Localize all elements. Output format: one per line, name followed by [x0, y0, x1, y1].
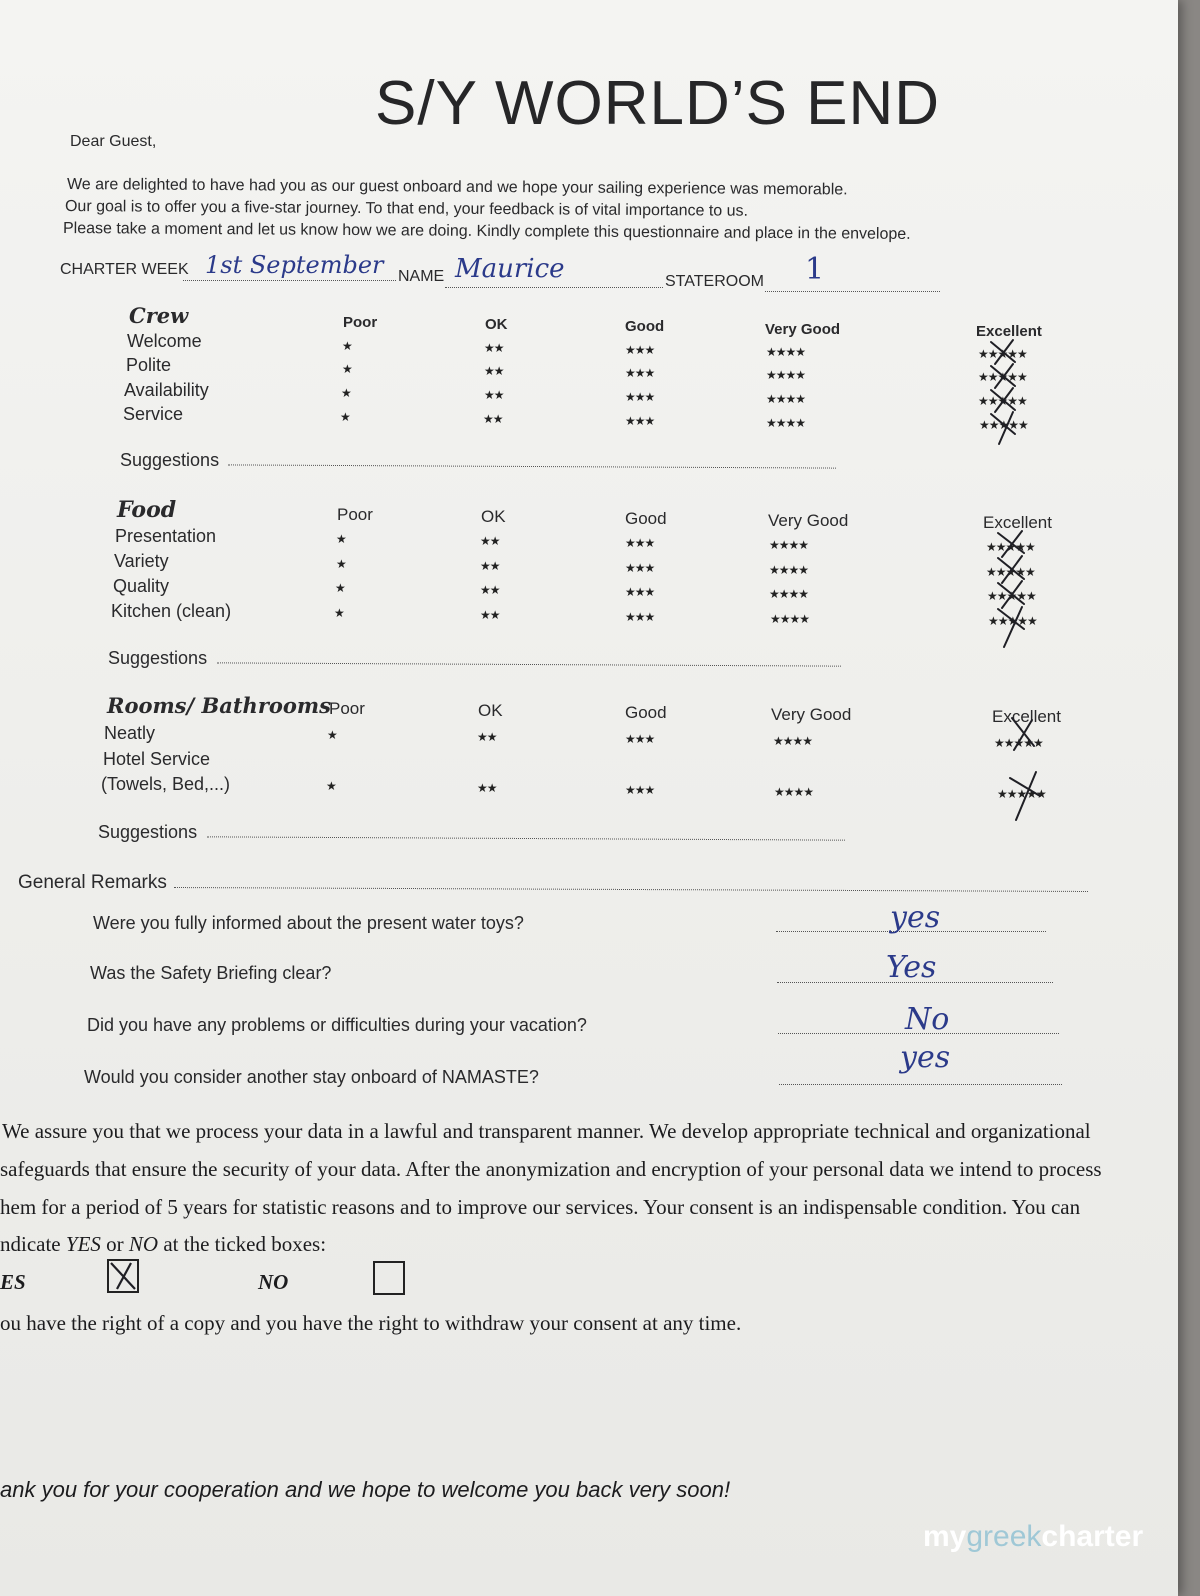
- star-rating-5[interactable]: ★★★★★: [997, 787, 1046, 801]
- question-problems: Did you have any problems or difficulties during your vacation?: [87, 1015, 587, 1035]
- crew-item-welcome: Welcome: [127, 331, 202, 351]
- privacy-line-1: We assure you that we process your data in a lawful and transparent manner. We develop appropriate technical and organizational: [2, 1119, 1091, 1143]
- star-rating-1[interactable]: ★: [342, 339, 352, 353]
- star-rating-4[interactable]: ★★★★: [773, 734, 813, 748]
- privacy-line-2: safeguards that ensure the security of your data. After the anonymization and encryption of your personal data we intend to process: [0, 1157, 1102, 1181]
- privacy-tail: at the ticked boxes:: [163, 1232, 327, 1256]
- food-col-ok: OK: [481, 507, 506, 526]
- star-rating-1[interactable]: ★: [327, 728, 337, 742]
- rooms-col-ok: OK: [478, 701, 503, 720]
- star-rating-1[interactable]: ★: [336, 532, 346, 546]
- food-item-variety: Variety: [114, 551, 169, 571]
- name-label: NAME: [398, 268, 445, 285]
- star-rating-5[interactable]: ★★★★★: [978, 347, 1027, 361]
- star-rating-5[interactable]: ★★★★★: [979, 418, 1028, 432]
- crew-item-service: Service: [123, 404, 184, 424]
- star-rating-2[interactable]: ★★: [477, 781, 497, 795]
- rooms-suggestions-line[interactable]: [207, 836, 845, 840]
- food-col-poor: Poor: [337, 505, 373, 524]
- crew-suggestions-line[interactable]: [228, 464, 836, 468]
- rooms-suggestions-label: Suggestions: [98, 822, 198, 842]
- rooms-col-poor: Poor: [329, 699, 365, 718]
- food-col-very-good: Very Good: [768, 511, 849, 530]
- crew-col-excellent: Excellent: [976, 323, 1042, 340]
- privacy-line-4: [0, 1232, 326, 1257]
- food-suggestions-label: Suggestions: [108, 648, 208, 668]
- charter-week-label: CHARTER WEEK: [60, 261, 189, 278]
- star-rating-4[interactable]: ★★★★: [766, 345, 806, 359]
- general-remarks-label: General Remarks: [18, 872, 167, 893]
- copy-right-text: ou have the right of a copy and you have the right to withdraw your consent at any time.: [0, 1311, 742, 1335]
- answer-safety-briefing: Yes: [886, 950, 937, 985]
- rooms-col-excellent: Excellent: [992, 707, 1061, 726]
- rooms-item-hotel-service: Hotel Service: [103, 749, 211, 769]
- star-rating-5[interactable]: ★★★★★: [988, 614, 1037, 628]
- stateroom-label: STATEROOM: [665, 273, 764, 290]
- star-rating-1[interactable]: ★: [335, 581, 345, 595]
- question-stay-again: Would you consider another stay onboard of NAMASTE?: [84, 1067, 539, 1087]
- answer-line-stay-again[interactable]: [779, 1084, 1062, 1085]
- greeting: Dear Guest,: [70, 133, 157, 150]
- star-rating-4[interactable]: ★★★★: [770, 612, 810, 626]
- star-rating-1[interactable]: ★: [341, 386, 351, 400]
- star-rating-2[interactable]: ★★: [480, 534, 500, 548]
- general-remarks-line[interactable]: [174, 887, 1088, 892]
- answer-stay-again: yes: [900, 1040, 951, 1075]
- star-rating-2[interactable]: ★★: [484, 341, 504, 355]
- crew-excellent-check-marks: [985, 336, 1025, 448]
- star-rating-2[interactable]: ★★: [483, 412, 503, 426]
- consent-no-label: NO: [258, 1270, 289, 1294]
- star-rating-1[interactable]: ★: [326, 779, 336, 793]
- intro-line-1: We are delighted to have had you as our guest onboard and we hope your sailing experience was memorable.: [66, 176, 848, 199]
- answer-problems: No: [905, 1002, 950, 1037]
- privacy-line-3: hem for a period of 5 years for statistic reasons and to improve our services. Your consent is an indispensable condition. You can: [0, 1195, 1081, 1219]
- food-item-quality: Quality: [113, 576, 170, 596]
- star-rating-3[interactable]: ★★★: [625, 732, 655, 746]
- star-rating-4[interactable]: ★★★★: [766, 416, 806, 430]
- rooms-col-good: Good: [625, 703, 667, 722]
- food-section-title: Food: [117, 497, 177, 523]
- logo-part-greek: greek: [966, 1520, 1042, 1553]
- rooms-item-neatly: Neatly: [104, 723, 156, 743]
- crew-col-very-good: Very Good: [765, 321, 841, 338]
- name-line[interactable]: [445, 287, 663, 288]
- rooms-excellent-check-marks: [1000, 712, 1048, 824]
- food-item-kitchen: Kitchen (clean): [111, 601, 232, 621]
- star-rating-2[interactable]: ★★: [480, 583, 500, 597]
- star-rating-1[interactable]: ★: [334, 606, 344, 620]
- star-rating-3[interactable]: ★★★: [625, 561, 655, 575]
- crew-col-ok: OK: [485, 316, 508, 333]
- star-rating-2[interactable]: ★★: [480, 559, 500, 573]
- star-rating-2[interactable]: ★★: [480, 608, 500, 622]
- food-col-excellent: Excellent: [983, 513, 1052, 532]
- crew-suggestions-label: Suggestions: [120, 450, 220, 470]
- food-suggestions-line[interactable]: [217, 662, 841, 666]
- star-rating-5[interactable]: ★★★★★: [987, 589, 1036, 603]
- name-value: Maurice: [455, 254, 565, 284]
- star-rating-4[interactable]: ★★★★: [766, 368, 806, 382]
- star-rating-1[interactable]: ★: [342, 362, 352, 376]
- star-rating-3[interactable]: ★★★: [625, 536, 655, 550]
- rooms-col-very-good: Very Good: [771, 705, 852, 724]
- star-rating-3[interactable]: ★★★: [625, 390, 655, 404]
- privacy-line-4-start: ndicate: [0, 1232, 61, 1256]
- consent-yes-checkbox[interactable]: [107, 1259, 139, 1293]
- crew-col-good: Good: [625, 318, 665, 335]
- star-rating-3[interactable]: ★★★: [625, 585, 655, 599]
- star-rating-5[interactable]: ★★★★★: [986, 565, 1035, 579]
- crew-item-polite: Polite: [126, 355, 172, 375]
- food-col-good: Good: [625, 509, 667, 528]
- rooms-item-hotel-service-detail: (Towels, Bed,...): [101, 774, 231, 794]
- star-rating-5[interactable]: ★★★★★: [994, 736, 1043, 750]
- mygreekcharter-watermark-logo: [923, 1520, 1143, 1554]
- star-rating-5[interactable]: ★★★★★: [978, 394, 1027, 408]
- crew-section-title: Crew: [129, 303, 189, 328]
- checkbox-x-icon: [109, 1261, 137, 1291]
- privacy-or: or: [106, 1232, 124, 1256]
- star-rating-3[interactable]: ★★★: [625, 610, 655, 624]
- consent-yes-label: ES: [0, 1270, 26, 1294]
- star-rating-5[interactable]: ★★★★★: [986, 540, 1035, 554]
- logo-part-charter: charter: [1041, 1520, 1144, 1553]
- star-rating-4[interactable]: ★★★★: [766, 392, 806, 406]
- charter-week-value: 1st September: [205, 251, 384, 279]
- crew-item-availability: Availability: [124, 380, 209, 400]
- food-item-presentation: Presentation: [115, 526, 217, 546]
- star-rating-2[interactable]: ★★: [477, 730, 497, 744]
- privacy-yes-word: YES: [65, 1232, 101, 1256]
- intro-line-3: Please take a moment and let us know how we are doing. Kindly complete this questionnaire and place in the envelope.: [62, 220, 911, 243]
- star-rating-4[interactable]: ★★★★: [769, 563, 809, 577]
- star-rating-3[interactable]: ★★★: [625, 414, 655, 428]
- answer-water-toys: yes: [890, 900, 941, 935]
- star-rating-3[interactable]: ★★★: [625, 783, 655, 797]
- star-rating-5[interactable]: ★★★★★: [978, 370, 1027, 384]
- star-rating-4[interactable]: ★★★★: [769, 587, 809, 601]
- consent-no-checkbox[interactable]: [373, 1261, 405, 1295]
- star-rating-2[interactable]: ★★: [484, 364, 504, 378]
- stateroom-line[interactable]: [765, 291, 940, 292]
- star-rating-3[interactable]: ★★★: [625, 366, 655, 380]
- crew-col-poor: Poor: [343, 314, 378, 331]
- charter-week-line[interactable]: [183, 280, 396, 281]
- star-rating-2[interactable]: ★★: [484, 388, 504, 402]
- intro-line-2: Our goal is to offer you a five-star journey. To that end, your feedback is of vital importance to us.: [64, 198, 749, 220]
- question-safety-briefing: Was the Safety Briefing clear?: [90, 963, 332, 983]
- stateroom-value: 1: [805, 252, 825, 287]
- food-excellent-check-marks: [992, 527, 1034, 662]
- rooms-section-title: Rooms/ Bathrooms: [107, 693, 331, 718]
- question-water-toys: Were you fully informed about the present water toys?: [93, 913, 524, 933]
- privacy-no-word: NO: [128, 1232, 159, 1256]
- document-title: S/Y WORLD’S END: [375, 69, 941, 138]
- logo-part-my: my: [923, 1520, 967, 1553]
- star-rating-4[interactable]: ★★★★: [769, 538, 809, 552]
- star-rating-1[interactable]: ★: [336, 557, 346, 571]
- star-rating-4[interactable]: ★★★★: [774, 785, 814, 799]
- star-rating-1[interactable]: ★: [340, 410, 350, 424]
- star-rating-3[interactable]: ★★★: [625, 343, 655, 357]
- closing-thanks: ank you for your cooperation and we hope to welcome you back very soon!: [0, 1477, 731, 1502]
